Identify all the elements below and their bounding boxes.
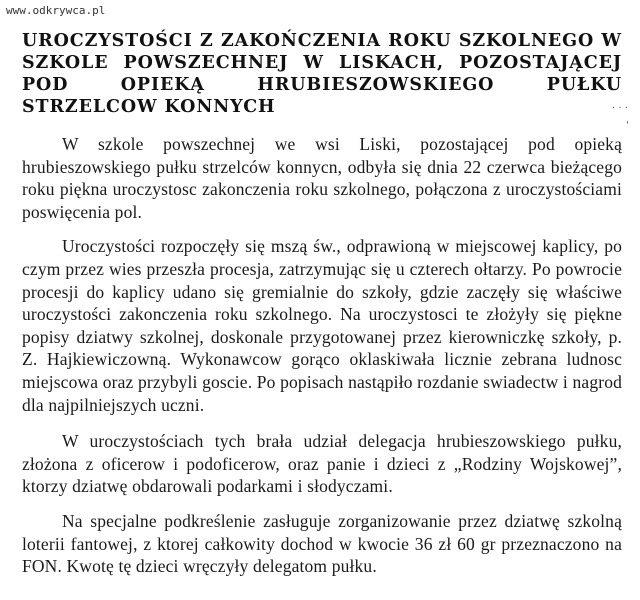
article-paragraph-2: Uroczystości rozpoczęły się mszą św., odprawioną w miejscowej kaplicy, po czym przez wies przeszła procesja, zatrzymując się u czterech ołtarzy. Po powrocie procesji do kaplicy udano się gremialnie do szkoły, gdzie zaczęły się właściwe uroczystości zakonczenia roku szkolnego. Na uroczystosci te złożyły się piękne popisy dziatwy szkolnej, doskonale przygotowanej przez kierowniczkę szkoły, p. Z. Hajkiewiczowną. Wykonawcow gorąco oklaskiwała licznie zebrana ludnosc miejscowa oraz przybyli goscie. Po popisach nastąpiło rozdanie swiadectw i nagrod dla najpilniejszych uczni.: [22, 236, 622, 415]
article-paragraph-1: W szkole powszechnej we wsi Liski, pozostającej pod opieką hrubieszowskiego pułku strzelców konnycn, odbyła się dnia 22 czerwca bieżącego roku piękna uroczystosc zakonczenia roku szkolnego, połączona z uroczystościami poswięcenia pol.: [22, 134, 622, 222]
margin-speck: ': [626, 120, 629, 131]
newspaper-article: [22, 30, 622, 578]
article-headline: UROCZYSTOŚCI Z ZAKOŃCZENIA ROKU SZKOLNEGO W SZKOLE POWSZECHNEJ W LISKACH, POZOSTAJĄCEJ POD OPIEKĄ HRUBIESZOWSKIEGO PUŁKU STRZELCOW KONNYCH: [22, 31, 622, 117]
watermark-url: www.odkrywca.pl: [6, 4, 106, 17]
margin-speck: . . .: [612, 100, 628, 111]
article-paragraph-4: Na specjalne podkreślenie zasługuje zorganizowanie przez dziatwę szkolną loterii fantowej, z ktorej całkowity dochod w kwocie 36 zł 60 gr przeznaczono na FON. Kwotę tę dzieci wręczyły delegatom pułku.: [22, 510, 622, 577]
article-paragraph-3: W uroczystościach tych brała udział delegacja hrubieszowskiego pułku, złożona z oficerow i podoficerow, oraz panie i dzieci z „Rodziny Wojskowej”, ktorzy dziatwę obdarowali podarkami i słodyczami.: [22, 431, 622, 497]
